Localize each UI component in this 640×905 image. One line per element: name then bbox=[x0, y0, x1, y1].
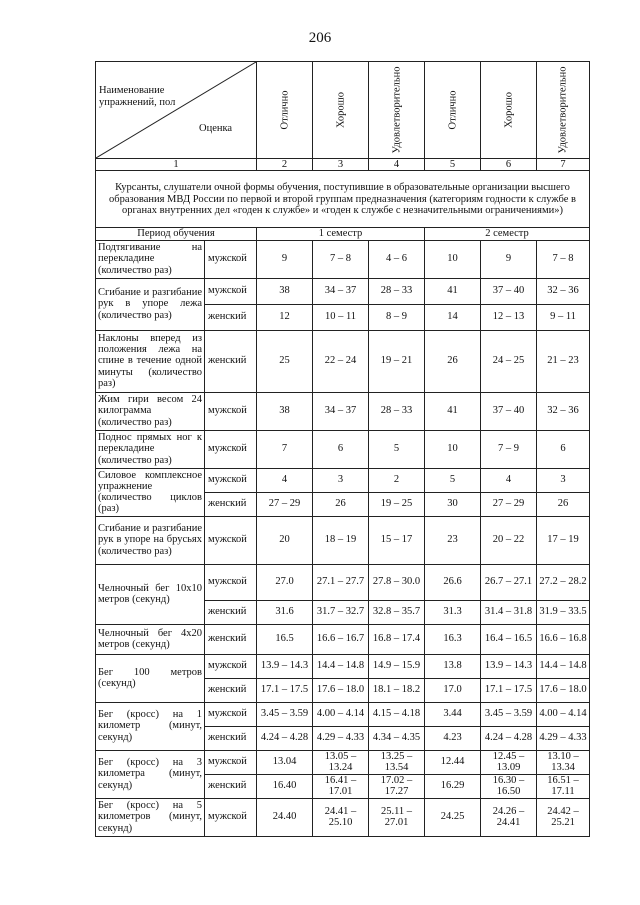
grade-value: 16.4 – 16.5 bbox=[481, 624, 537, 654]
grade-value: 17 – 19 bbox=[537, 516, 590, 564]
table-row bbox=[96, 392, 590, 430]
grade-value: 16.40 bbox=[257, 774, 313, 798]
grade-value: 7 – 8 bbox=[537, 240, 590, 278]
grade-value: 10 bbox=[425, 430, 481, 468]
grade-value: 24.25 bbox=[425, 798, 481, 836]
grade-value: 23 bbox=[425, 516, 481, 564]
grade-value: 27.0 bbox=[257, 564, 313, 600]
grade-value: 3.45 – 3.59 bbox=[481, 702, 537, 726]
exercise-name: Бег (кросс) на 1 километр (минут, секунд) bbox=[96, 702, 205, 750]
grade-col bbox=[425, 62, 481, 159]
grade-value: 19 – 21 bbox=[369, 330, 425, 392]
grade-label: Хорошо bbox=[502, 91, 514, 129]
grade-value: 27.2 – 28.2 bbox=[537, 564, 590, 600]
grade-value: 16.5 bbox=[257, 624, 313, 654]
grade-value: 20 – 22 bbox=[481, 516, 537, 564]
grade-value: 28 – 33 bbox=[369, 278, 425, 304]
grade-value: 32 – 36 bbox=[537, 278, 590, 304]
grade-value: 14.4 – 14.8 bbox=[313, 654, 369, 678]
exercise-name: Бег (кросс) на 5 километров (минут, секунд) bbox=[96, 798, 205, 836]
grade-value: 9 bbox=[257, 240, 313, 278]
grade-value: 12 – 13 bbox=[481, 304, 537, 330]
table-row bbox=[96, 430, 590, 468]
table-row bbox=[96, 516, 590, 564]
grade-col bbox=[537, 62, 590, 159]
grade-value: 28 – 33 bbox=[369, 392, 425, 430]
grade-value: 16.6 – 16.8 bbox=[537, 624, 590, 654]
grade-value: 24.26 – 24.41 bbox=[481, 798, 537, 836]
grade-value: 31.9 – 33.5 bbox=[537, 600, 590, 624]
grade-value: 4.24 – 4.28 bbox=[481, 726, 537, 750]
grade-value: 7 – 8 bbox=[313, 240, 369, 278]
grade-value: 9 – 11 bbox=[537, 304, 590, 330]
exercise-name: Сгибание и разгибание рук в упоре лежа (количество раз) bbox=[96, 278, 205, 330]
grade-value: 41 bbox=[425, 278, 481, 304]
grade-value: 16.51 – 17.11 bbox=[537, 774, 590, 798]
sex-cell: женский bbox=[205, 678, 257, 702]
grade-label: Отлично bbox=[446, 90, 458, 130]
diagonal-line bbox=[96, 62, 256, 158]
grade-value: 34 – 37 bbox=[313, 278, 369, 304]
grade-value: 26 bbox=[313, 492, 369, 516]
header-row bbox=[96, 62, 590, 159]
sex-cell: мужской bbox=[205, 702, 257, 726]
grade-value: 26.7 – 27.1 bbox=[481, 564, 537, 600]
table-body bbox=[96, 62, 590, 837]
grade-col bbox=[257, 62, 313, 159]
grade-value: 20 bbox=[257, 516, 313, 564]
table-row bbox=[96, 278, 590, 304]
table-row bbox=[96, 564, 590, 600]
table-row bbox=[96, 750, 590, 774]
grade-value: 37 – 40 bbox=[481, 392, 537, 430]
grade-value: 17.1 – 17.5 bbox=[257, 678, 313, 702]
grade-value: 4.00 – 4.14 bbox=[313, 702, 369, 726]
table-row bbox=[96, 702, 590, 726]
grade-value: 17.02 – 17.27 bbox=[369, 774, 425, 798]
grade-value: 26 bbox=[425, 330, 481, 392]
sex-cell: мужской bbox=[205, 468, 257, 492]
sex-cell: мужской bbox=[205, 240, 257, 278]
grade-value: 24.40 bbox=[257, 798, 313, 836]
grade-label: Отлично bbox=[278, 90, 290, 130]
column-number: 4 bbox=[369, 159, 425, 171]
grade-value: 6 bbox=[537, 430, 590, 468]
sex-cell: женский bbox=[205, 492, 257, 516]
table-row bbox=[96, 624, 590, 654]
grade-col bbox=[313, 62, 369, 159]
grade-value: 32 – 36 bbox=[537, 392, 590, 430]
grade-value: 41 bbox=[425, 392, 481, 430]
sex-cell: мужской bbox=[205, 798, 257, 836]
grade-value: 4.34 – 4.35 bbox=[369, 726, 425, 750]
grade-value: 9 bbox=[481, 240, 537, 278]
grade-value: 32.8 – 35.7 bbox=[369, 600, 425, 624]
grade-value: 17.1 – 17.5 bbox=[481, 678, 537, 702]
grade-value: 5 bbox=[425, 468, 481, 492]
grade-value: 13.25 – 13.54 bbox=[369, 750, 425, 774]
sex-cell: женский bbox=[205, 600, 257, 624]
grade-value: 6 bbox=[313, 430, 369, 468]
sex-cell: женский bbox=[205, 330, 257, 392]
grade-value: 38 bbox=[257, 278, 313, 304]
table-row bbox=[96, 654, 590, 678]
grade-value: 3.45 – 3.59 bbox=[257, 702, 313, 726]
exercise-name: Челночный бег 4х20 метров (секунд) bbox=[96, 624, 205, 654]
grade-value: 25.11 – 27.01 bbox=[369, 798, 425, 836]
grade-value: 13.9 – 14.3 bbox=[257, 654, 313, 678]
header-diagonal-cell bbox=[96, 62, 257, 159]
grade-value: 4.29 – 4.33 bbox=[313, 726, 369, 750]
exercise-name: Сгибание и разгибание рук в упоре на брусьях (количество раз) bbox=[96, 516, 205, 564]
sex-cell: мужской bbox=[205, 564, 257, 600]
exercise-header: Наименование упражнений, пол bbox=[99, 85, 176, 108]
sex-cell: мужской bbox=[205, 750, 257, 774]
grade-value: 27.1 – 27.7 bbox=[313, 564, 369, 600]
grade-value: 4.15 – 4.18 bbox=[369, 702, 425, 726]
grade-value: 27.8 – 30.0 bbox=[369, 564, 425, 600]
column-number: 2 bbox=[257, 159, 313, 171]
standards-table bbox=[95, 61, 590, 837]
grade-value: 18 – 19 bbox=[313, 516, 369, 564]
grade-col bbox=[481, 62, 537, 159]
grade-value: 31.6 bbox=[257, 600, 313, 624]
grade-value: 12.45 – 13.09 bbox=[481, 750, 537, 774]
page-number: 206 bbox=[308, 30, 332, 46]
grade-label: Удовлетворительно bbox=[557, 66, 569, 154]
grade-value: 37 – 40 bbox=[481, 278, 537, 304]
grade-value: 16.8 – 17.4 bbox=[369, 624, 425, 654]
grade-value: 13.9 – 14.3 bbox=[481, 654, 537, 678]
exercise-name: Бег (кросс) на 3 километра (минут, секунд) bbox=[96, 750, 205, 798]
grade-value: 14 bbox=[425, 304, 481, 330]
exercise-name: Подтягивание на перекладине (количество раз) bbox=[96, 240, 205, 278]
grade-value: 16.29 bbox=[425, 774, 481, 798]
grade-value: 27 – 29 bbox=[481, 492, 537, 516]
grade-value: 4.00 – 4.14 bbox=[537, 702, 590, 726]
grade-value: 17.6 – 18.0 bbox=[537, 678, 590, 702]
grade-value: 26.6 bbox=[425, 564, 481, 600]
grade-value: 4.24 – 4.28 bbox=[257, 726, 313, 750]
grade-label: Удовлетворительно bbox=[390, 66, 402, 154]
grade-value: 17.6 – 18.0 bbox=[313, 678, 369, 702]
grade-value: 24.41 – 25.10 bbox=[313, 798, 369, 836]
grade-value: 16.6 – 16.7 bbox=[313, 624, 369, 654]
grade-value: 7 – 9 bbox=[481, 430, 537, 468]
grade-value: 38 bbox=[257, 392, 313, 430]
period-row bbox=[96, 228, 590, 240]
grade-value: 30 bbox=[425, 492, 481, 516]
sex-cell: мужской bbox=[205, 392, 257, 430]
grade-value: 14.9 – 15.9 bbox=[369, 654, 425, 678]
grade-value: 13.8 bbox=[425, 654, 481, 678]
grade-value: 3 bbox=[537, 468, 590, 492]
grade-value: 4 bbox=[257, 468, 313, 492]
sex-cell: женский bbox=[205, 304, 257, 330]
grade-value: 4.23 bbox=[425, 726, 481, 750]
grade-value: 21 – 23 bbox=[537, 330, 590, 392]
column-number: 7 bbox=[537, 159, 590, 171]
sex-cell: женский bbox=[205, 624, 257, 654]
grade-value: 31.7 – 32.7 bbox=[313, 600, 369, 624]
grade-value: 10 – 11 bbox=[313, 304, 369, 330]
period-label: Период обучения bbox=[96, 228, 257, 240]
column-number: 3 bbox=[313, 159, 369, 171]
grade-value: 31.3 bbox=[425, 600, 481, 624]
exercise-name: Жим гири весом 24 килограмма (количество раз) bbox=[96, 392, 205, 430]
table-row bbox=[96, 330, 590, 392]
sex-cell: женский bbox=[205, 726, 257, 750]
grade-label: Хорошо bbox=[334, 91, 346, 129]
table-row bbox=[96, 798, 590, 836]
grade-value: 8 – 9 bbox=[369, 304, 425, 330]
sex-cell: мужской bbox=[205, 430, 257, 468]
category-description: Курсанты, слушатели очной формы обучения, поступившие в образовательные организации высшего образования МВД России по первой и второй группам предназначения (категориям годности к службе в органах внутренних дел «годен к службе» и «годен к службе с незначительными ограничениями») bbox=[96, 171, 590, 228]
grade-value: 12.44 bbox=[425, 750, 481, 774]
exercise-name: Силовое комплексное упражнение (количество циклов (раз) bbox=[96, 468, 205, 516]
grade-value: 24.42 – 25.21 bbox=[537, 798, 590, 836]
grade-value: 3 bbox=[313, 468, 369, 492]
semester-1-label: 1 семестр bbox=[257, 228, 425, 240]
grade-value: 13.10 – 13.34 bbox=[537, 750, 590, 774]
grade-value: 34 – 37 bbox=[313, 392, 369, 430]
grade-value: 13.04 bbox=[257, 750, 313, 774]
grade-value: 4 – 6 bbox=[369, 240, 425, 278]
table-row bbox=[96, 468, 590, 492]
grade-value: 3.44 bbox=[425, 702, 481, 726]
grade-value: 15 – 17 bbox=[369, 516, 425, 564]
grade-value: 24 – 25 bbox=[481, 330, 537, 392]
grade-value: 10 bbox=[425, 240, 481, 278]
grade-value: 14.4 – 14.8 bbox=[537, 654, 590, 678]
sex-cell: мужской bbox=[205, 516, 257, 564]
sex-cell: мужской bbox=[205, 278, 257, 304]
grade-value: 16.3 bbox=[425, 624, 481, 654]
grade-header: Оценка bbox=[199, 123, 233, 134]
column-number-row bbox=[96, 159, 590, 171]
grade-value: 17.0 bbox=[425, 678, 481, 702]
semester-2-label: 2 семестр bbox=[425, 228, 590, 240]
column-number: 1 bbox=[96, 159, 257, 171]
grade-value: 16.41 – 17.01 bbox=[313, 774, 369, 798]
grade-value: 16.30 – 16.50 bbox=[481, 774, 537, 798]
grade-col bbox=[369, 62, 425, 159]
grade-value: 18.1 – 18.2 bbox=[369, 678, 425, 702]
grade-value: 31.4 – 31.8 bbox=[481, 600, 537, 624]
grade-value: 7 bbox=[257, 430, 313, 468]
grade-value: 26 bbox=[537, 492, 590, 516]
sex-cell: женский bbox=[205, 774, 257, 798]
grade-value: 22 – 24 bbox=[313, 330, 369, 392]
grade-value: 25 bbox=[257, 330, 313, 392]
sex-cell: мужской bbox=[205, 654, 257, 678]
grade-value: 19 – 25 bbox=[369, 492, 425, 516]
exercise-name: Поднос прямых ног к перекладине (количество раз) bbox=[96, 430, 205, 468]
column-number: 6 bbox=[481, 159, 537, 171]
description-row bbox=[96, 171, 590, 228]
grade-value: 4 bbox=[481, 468, 537, 492]
grade-value: 4.29 – 4.33 bbox=[537, 726, 590, 750]
grade-value: 5 bbox=[369, 430, 425, 468]
table-row bbox=[96, 240, 590, 278]
exercise-name: Челночный бег 10х10 метров (секунд) bbox=[96, 564, 205, 624]
grade-value: 13.05 – 13.24 bbox=[313, 750, 369, 774]
exercise-name: Бег 100 метров (секунд) bbox=[96, 654, 205, 702]
grade-value: 27 – 29 bbox=[257, 492, 313, 516]
grade-value: 12 bbox=[257, 304, 313, 330]
grade-value: 2 bbox=[369, 468, 425, 492]
column-number: 5 bbox=[425, 159, 481, 171]
exercise-name: Наклоны вперед из положения лежа на спине в течение одной минуты (количество раз) bbox=[96, 330, 205, 392]
